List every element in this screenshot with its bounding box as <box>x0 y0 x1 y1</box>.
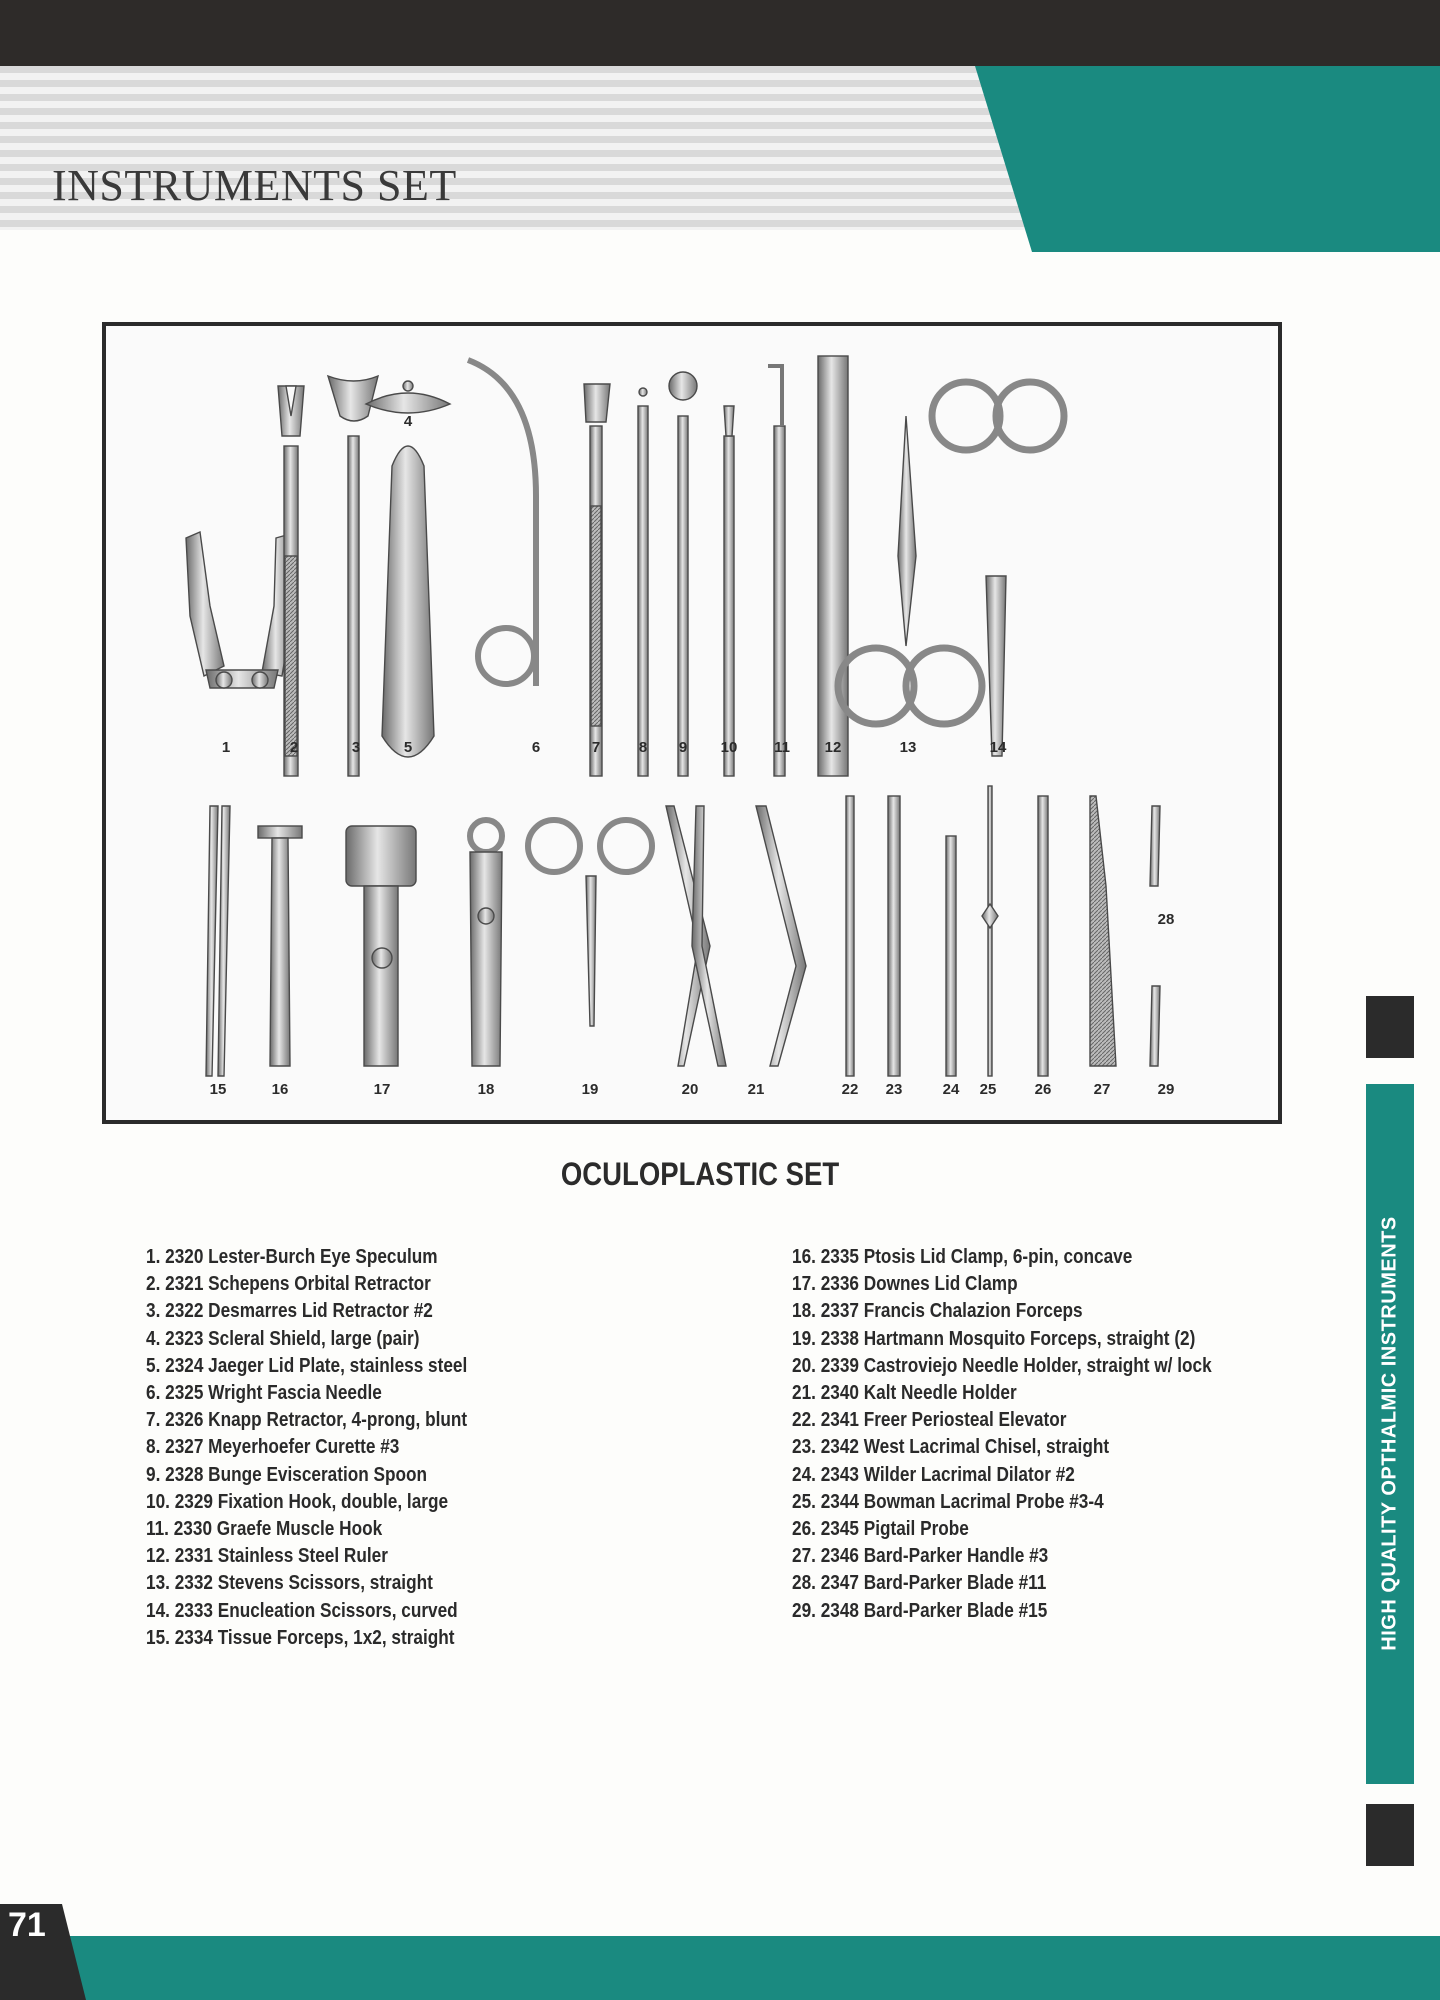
label-4: 4 <box>403 413 413 430</box>
sidebar-block-bottom <box>1366 1804 1414 1866</box>
list-item: 14. 2333 Enucleation Scissors, curved <box>146 1599 458 1622</box>
label-1: 1 <box>221 739 231 756</box>
list-item: 20. 2339 Castroviejo Needle Holder, straight w/ lock <box>792 1354 1212 1377</box>
list-item: 23. 2342 West Lacrimal Chisel, straight <box>792 1436 1110 1459</box>
list-item: 9. 2328 Bunge Evisceration Spoon <box>146 1463 428 1486</box>
label-8: 8 <box>638 739 648 756</box>
list-item: 11. 2330 Graefe Muscle Hook <box>146 1518 383 1541</box>
label-22: 22 <box>841 1081 859 1098</box>
label-10: 10 <box>720 739 738 756</box>
page-number: 71 <box>8 1906 46 1944</box>
label-19: 19 <box>581 1081 599 1098</box>
label-24: 24 <box>942 1081 960 1098</box>
sidebar-label: HIGH QUALITY OPTHALMIC INSTRUMENTS <box>1378 1216 1401 1651</box>
label-27: 27 <box>1093 1081 1111 1098</box>
list-item: 13. 2332 Stevens Scissors, straight <box>146 1572 433 1595</box>
list-item: 7. 2326 Knapp Retractor, 4-prong, blunt <box>146 1409 468 1432</box>
list-item: 10. 2329 Fixation Hook, double, large <box>146 1490 449 1513</box>
list-item: 21. 2340 Kalt Needle Holder <box>792 1382 1017 1405</box>
label-28: 28 <box>1157 911 1175 928</box>
label-6: 6 <box>531 739 541 756</box>
list-item: 17. 2336 Downes Lid Clamp <box>792 1273 1018 1296</box>
list-item: 5. 2324 Jaeger Lid Plate, stainless steel <box>146 1354 468 1377</box>
label-16: 16 <box>271 1081 289 1098</box>
instrument-illustrations <box>106 326 1278 1120</box>
page-title: INSTRUMENTS SET <box>52 161 457 210</box>
sidebar-block-top <box>1366 996 1414 1058</box>
label-3: 3 <box>351 739 361 756</box>
label-23: 23 <box>885 1081 903 1098</box>
label-9: 9 <box>678 739 688 756</box>
label-15: 15 <box>209 1081 227 1098</box>
list-item: 12. 2331 Stainless Steel Ruler <box>146 1545 388 1568</box>
label-5: 5 <box>403 739 413 756</box>
list-item: 4. 2323 Scleral Shield, large (pair) <box>146 1327 420 1350</box>
list-item: 18. 2337 Francis Chalazion Forceps <box>792 1300 1083 1323</box>
list-item: 16. 2335 Ptosis Lid Clamp, 6-pin, concave <box>792 1246 1133 1268</box>
list-item: 22. 2341 Freer Periosteal Elevator <box>792 1409 1067 1432</box>
label-21: 21 <box>747 1081 765 1098</box>
label-20: 20 <box>681 1081 699 1098</box>
label-7: 7 <box>591 739 601 756</box>
list-item: 2. 2321 Schepens Orbital Retractor <box>146 1273 431 1296</box>
list-item: 28. 2347 Bard-Parker Blade #11 <box>792 1572 1047 1595</box>
label-26: 26 <box>1034 1081 1052 1098</box>
list-item: 27. 2346 Bard-Parker Handle #3 <box>792 1545 1049 1568</box>
list-item: 15. 2334 Tissue Forceps, 1x2, straight <box>146 1626 455 1649</box>
list-item: 26. 2345 Pigtail Probe <box>792 1518 969 1541</box>
list-item: 8. 2327 Meyerhoefer Curette #3 <box>146 1436 400 1459</box>
item-list-right <box>792 1244 1280 1625</box>
label-13: 13 <box>899 739 917 756</box>
list-item: 24. 2343 Wilder Lacrimal Dilator #2 <box>792 1463 1075 1486</box>
top-bar <box>0 0 1440 66</box>
item-list-left <box>146 1244 520 1652</box>
list-item: 1. 2320 Lester-Burch Eye Speculum <box>146 1246 438 1268</box>
list-item: 3. 2322 Desmarres Lid Retractor #2 <box>146 1300 433 1323</box>
row1-labels <box>222 413 1007 756</box>
label-11: 11 <box>774 739 790 756</box>
label-2: 2 <box>289 739 299 756</box>
label-18: 18 <box>477 1081 495 1098</box>
set-title: OCULOPLASTIC SET <box>560 1156 840 1192</box>
list-item: 6. 2325 Wright Fascia Needle <box>146 1382 382 1405</box>
instrument-plate <box>102 322 1282 1124</box>
footer-band <box>0 1936 1440 2000</box>
list-item: 19. 2338 Hartmann Mosquito Forceps, straight (2) <box>792 1327 1196 1350</box>
label-14: 14 <box>989 739 1007 756</box>
list-item: 25. 2344 Bowman Lacrimal Probe #3-4 <box>792 1490 1104 1513</box>
list-item: 29. 2348 Bard-Parker Blade #15 <box>792 1599 1048 1622</box>
label-25: 25 <box>979 1081 997 1098</box>
label-17: 17 <box>373 1081 391 1098</box>
label-29: 29 <box>1157 1081 1175 1098</box>
label-12: 12 <box>824 739 842 756</box>
